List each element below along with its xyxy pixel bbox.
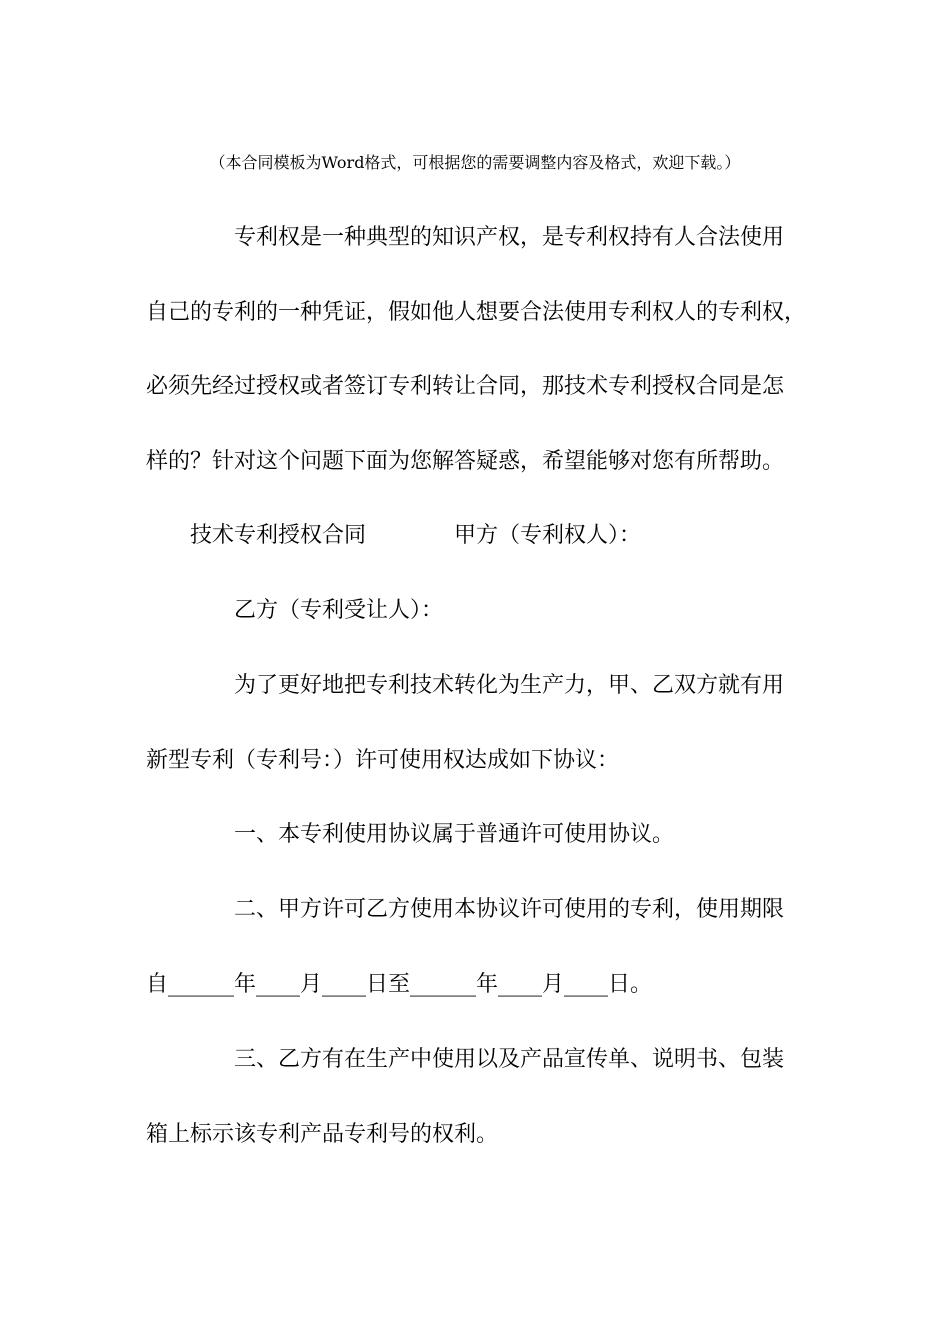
- agreement-preamble-line-1: 为了更好地把专利技术转化为生产力，甲、乙双方就有用: [234, 673, 785, 698]
- paragraph-intro-line-2: 自己的专利的一种凭证，假如他人想要合法使用专利权人的专利权，: [146, 300, 807, 325]
- clause-three-line-1: 三、乙方有在生产中使用以及产品宣传单、说明书、包装: [234, 1047, 785, 1072]
- clause-three-line-2: 箱上标示该专利产品专利号的权利。: [146, 1122, 499, 1147]
- contract-title-and-party-a: 技术专利授权合同 甲方（专利权人）：: [190, 523, 642, 548]
- agreement-preamble-line-2: 新型专利（专利号：）许可使用权达成如下协议：: [146, 748, 620, 773]
- clause-two-line-1: 二、甲方许可乙方使用本协议许可使用的专利，使用期限: [234, 897, 785, 922]
- template-note: （本合同模板为Word格式，可根据您的需要调整内容及格式，欢迎下载。）: [209, 153, 741, 172]
- paragraph-intro-line-1: 专利权是一种典型的知识产权，是专利权持有人合法使用: [234, 225, 785, 250]
- paragraph-intro-line-4: 样的？针对这个问题下面为您解答疑惑，希望能够对您有所帮助。: [146, 449, 785, 474]
- party-b-line: 乙方（专利受让人）：: [234, 598, 444, 623]
- paragraph-intro-line-3: 必须先经过授权或者签订专利转让合同，那技术专利授权合同是怎: [146, 374, 785, 399]
- clause-one: 一、本专利使用协议属于普通许可使用协议。: [234, 822, 675, 847]
- clause-two-line-2: 自______年____月____日至______年____月____日。: [146, 972, 653, 997]
